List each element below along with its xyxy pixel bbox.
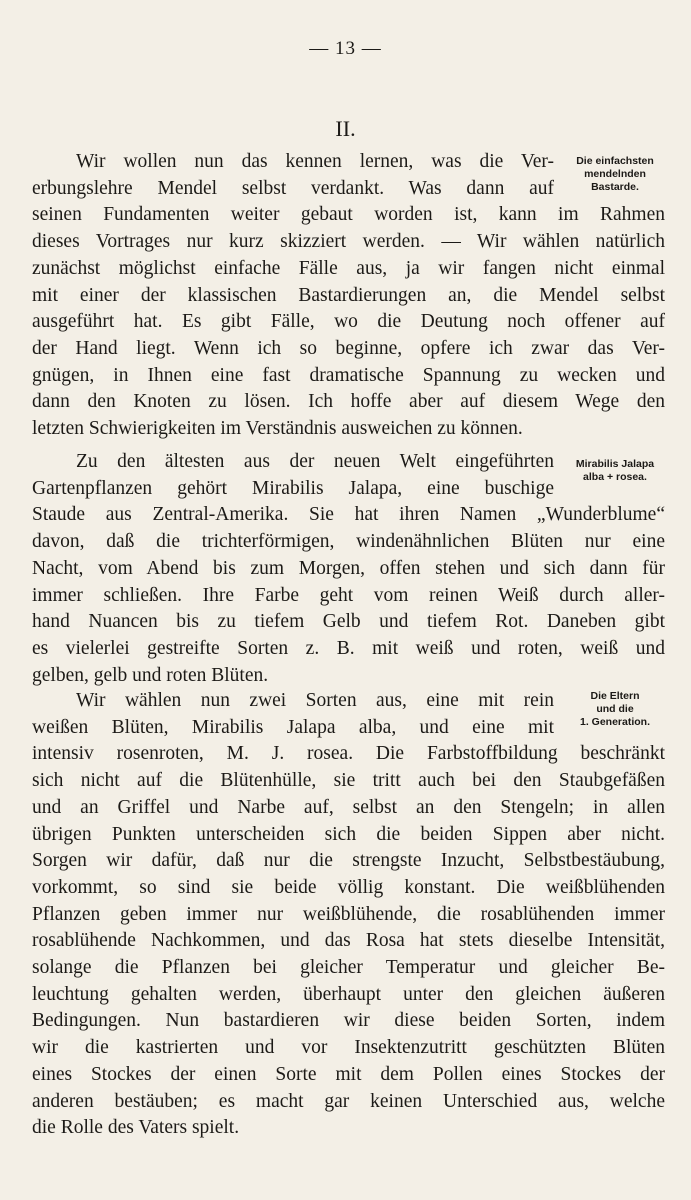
page-number: — 13 — — [309, 38, 382, 59]
margin-note-line: Die einfachsten — [576, 155, 654, 167]
text-line: wir die kastrierten und vor Insektenzutritt geschützten Blüten — [32, 1037, 665, 1059]
text-line: Zu den ältesten aus der neuen Welt eingeführten — [76, 451, 554, 472]
text-line: gnügen, in Ihnen eine fast dramatische Spannung zu wecken und — [32, 364, 665, 386]
text-line: die Rolle des Vaters spielt. — [32, 1117, 240, 1139]
text-line: vorkommt, so sind sie beide völlig konstant. Die weißblühenden — [32, 876, 665, 898]
text-line: Wir wollen nun das kennen lernen, was die Ver- — [76, 151, 554, 172]
text-line: immer schließen. Ihre Farbe geht vom reinen Weiß durch aller- — [32, 584, 665, 606]
text-line: anderen bestäuben; es macht gar keinen Unterschied aus, welche — [32, 1090, 665, 1112]
text-line: dieses Vortrages nur kurz skizziert werden. — Wir wählen natürlich — [32, 231, 665, 253]
text-line: übrigen Punkten unterscheiden sich die beiden Sippen aber nicht. — [32, 823, 665, 845]
text-line: weißen Blüten, Mirabilis Jalapa alba, und eine mit — [32, 716, 554, 738]
text-line: es vielerlei gestreifte Sorten z. B. mit weiß und roten, weiß und — [32, 637, 665, 659]
text-line: hand Nuancen bis zu tiefem Gelb und tiefem Rot. Daneben gibt — [32, 611, 665, 633]
text-line: Gartenpflanzen gehört Mirabilis Jalapa, eine buschige — [32, 477, 554, 499]
margin-note-line: 1. Generation. — [579, 716, 651, 728]
text-line: erbungslehre Mendel selbst verdankt. Was dann auf — [32, 177, 554, 199]
text-line: mit einer der klassischen Bastardierungen an, die Mendel selbst — [32, 284, 665, 306]
text-line: eines Stockes der einen Sorte mit dem Pollen eines Stockes der — [32, 1063, 665, 1085]
text-line: seinen Fundamenten weiter gebaut worden ist, kann im Rahmen — [32, 204, 665, 226]
text-line: Pflanzen geben immer nur weißblühende, die rosablühenden immer — [32, 903, 665, 925]
text-line: Wir wählen nun zwei Sorten aus, eine mit rein — [76, 690, 554, 711]
margin-note-3 — [556, 690, 674, 729]
text-line: zunächst möglichst einfache Fälle aus, ja wir fangen nicht einmal — [32, 257, 665, 279]
margin-note-2 — [556, 458, 674, 484]
text-line: sich nicht auf die Blütenhülle, sie tritt auch bei den Staubgefäßen — [32, 770, 665, 792]
text-line: letzten Schwierigkeiten im Verständnis ausweichen zu können. — [32, 418, 523, 440]
margin-note-line: Mirabilis Jalapa — [575, 458, 655, 470]
text-line: gelben, gelb und roten Blüten. — [32, 664, 269, 686]
text-line: ausgeführt hat. Es gibt Fälle, wo die Deutung noch offener auf — [32, 311, 665, 333]
text-line: intensiv rosenroten, M. J. rosea. Die Farbstoffbildung beschränkt — [32, 743, 665, 765]
margin-note-1 — [556, 155, 674, 194]
section-heading: II. — [335, 116, 356, 141]
margin-note-line: Die Eltern — [590, 690, 640, 702]
margin-note-line: Bastarde. — [591, 181, 639, 193]
text-line: Bedingungen. Nun bastardieren wir diese beiden Sorten, indem — [32, 1010, 665, 1032]
text-line: Sorgen wir dafür, daß nur die strengste Inzucht, Selbstbestäubung, — [32, 850, 665, 872]
margin-note-line: mendelnden — [584, 168, 646, 180]
margin-note-line: alba + rosea. — [583, 471, 647, 483]
text-line: rosablühende Nachkommen, und das Rosa hat stets dieselbe Intensität, — [32, 930, 665, 952]
margin-note-line: und die — [596, 703, 634, 715]
text-line: und an Griffel und Narbe auf, selbst an den Stengeln; in allen — [32, 796, 665, 818]
text-line: davon, daß die trichterförmigen, windenähnlichen Blüten nur eine — [32, 531, 665, 553]
text-line: der Hand liegt. Wenn ich so beginne, opfere ich zwar das Ver- — [32, 337, 665, 359]
text-line: Nacht, vom Abend bis zum Morgen, offen stehen und sich dann für — [32, 557, 665, 579]
text-line: solange die Pflanzen bei gleicher Temperatur und gleicher Be- — [32, 957, 665, 979]
text-line: Staude aus Zentral-Amerika. Sie hat ihren Namen „Wunderblume“ — [32, 504, 665, 526]
text-line: leuchtung gehalten werden, überhaupt unter den gleichen äußeren — [32, 983, 665, 1005]
text-line: dann den Knoten zu lösen. Ich hoffe aber auf diesem Wege den — [32, 391, 665, 413]
